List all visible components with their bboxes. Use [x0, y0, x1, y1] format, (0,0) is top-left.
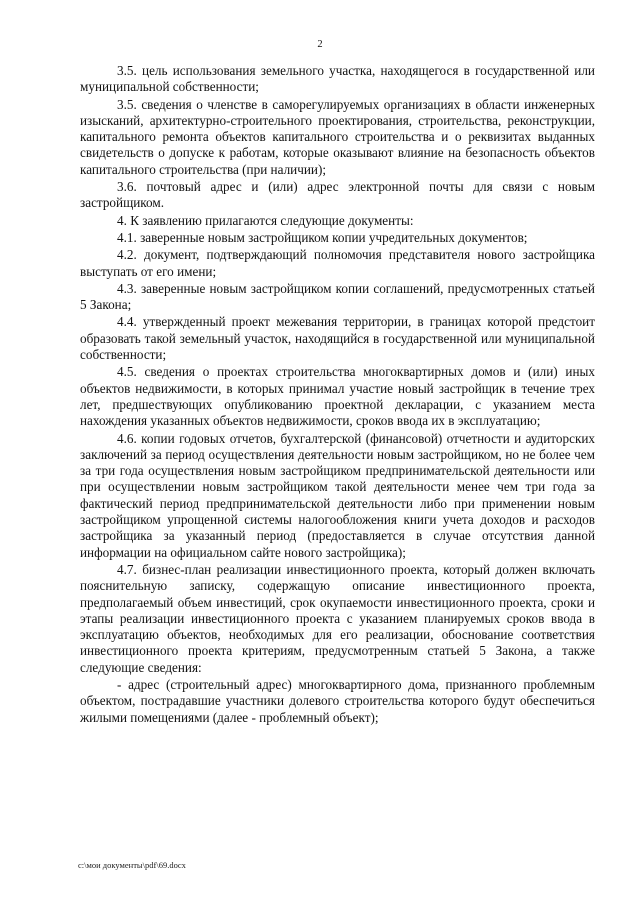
paragraph-4-1: 4.1. заверенные новым застройщиком копии учредительных документов; — [117, 229, 528, 245]
paragraph-4-4: 4.4. утвержденный проект межевания территории, в границах которой предстоит образовать такой земельный участок, находящийся в государственной или муниципальной собственности; — [80, 314, 595, 363]
paragraph-4-7: 4.7. бизнес-план реализации инвестиционного проекта, который должен включать пояснительную записку, содержащую описание инвестиционного проекта, предполагаемый объем инвестиций, срок окупаемости инвестиционного проекта, сроки и этапы реализации инвестиционного проекта с указанием планируемых сроков ввода в эксплуатацию объектов, необходимых для его реализации, обоснование соответствия инвестиционного проекта критериям, предусмотренным статьей 5 Закона, а также следующие сведения: — [80, 561, 595, 675]
paragraph-3-5-land-use: 3.5. цель использования земельного участка, находящегося в государственной или муниципальной собственности; — [80, 63, 595, 95]
paragraph-4-5: 4.5. сведения о проектах строительства многоквартирных домов и (или) иных объектов недвижимости, в которых принимал участие новый застройщик в течение трех лет, предшествующих опубликованию проектной декларации, с указанием места нахождения указанных объектов недвижимости, сроков ввода их в эксплуатацию; — [80, 364, 595, 429]
paragraph-4-3: 4.3. заверенные новым застройщиком копии соглашений, предусмотренных статьей 5 Закона; — [80, 280, 595, 313]
paragraph-3-6-address: 3.6. почтовый адрес и (или) адрес электронной почты для связи с новым застройщиком. — [80, 179, 595, 211]
paragraph-address-bullet: - адрес (строительный адрес) многоквартирного дома, признанного проблемным объектом, пострадавшие участники долевого строительства которого будут обеспечиться жилыми помещениями (далее - проблемный объект); — [80, 676, 595, 725]
paragraph-4-6: 4.6. копии годовых отчетов, бухгалтерской (финансовой) отчетности и аудиторских заключений за период осуществления деятельности новым застройщиком, но не более чем за три года осуществления новым застройщиком предпринимательской деятельности или при осуществлении новым застройщиком такой деятельности менее чем три года за фактический период предпринимательской деятельности либо при применении новым застройщиком упрощенной системы налогообложения книги учета доходов и расходов застройщика за указанный период (предоставляется в случае отсутствия данной информации на официальном сайте нового застройщика); — [80, 430, 595, 560]
paragraph-3-5-sro-membership: 3.5. сведения о членстве в саморегулируемых организациях в области инженерных изысканий, архитектурно-строительного проектирования, строительства, реконструкции, капитального ремонта объектов капитального строительства и о реквизитах выданных свидетельств о допуске к работам, которые оказывают влияние на безопасность объектов капитального строительства (при наличии); — [80, 96, 595, 177]
paragraph-4-documents: 4. К заявлению прилагаются следующие документы: — [117, 212, 414, 228]
footer-file-path: c:\мои документы\pdf\69.docx — [78, 860, 186, 870]
document-body — [80, 63, 595, 727]
page-number: 2 — [317, 39, 323, 50]
paragraph-4-2: 4.2. документ, подтверждающий полномочия представителя нового застройщика выступать от его имени; — [80, 247, 595, 279]
